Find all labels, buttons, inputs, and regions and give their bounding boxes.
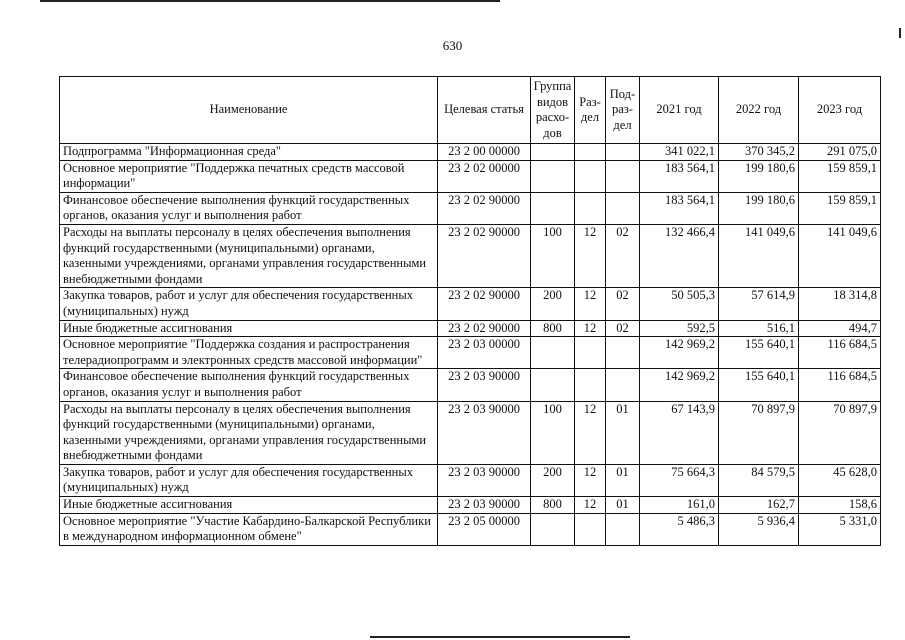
cell-2021: 161,0	[640, 497, 719, 514]
cell-2022: 70 897,9	[719, 401, 799, 464]
cell-target: 23 2 02 00000	[438, 160, 531, 192]
cell-target: 23 2 02 90000	[438, 320, 531, 337]
cell-section: 12	[575, 288, 606, 320]
cell-2021: 132 466,4	[640, 224, 719, 287]
cell-subsection: 01	[606, 464, 640, 496]
table-row	[60, 369, 881, 401]
cell-name: Подпрограмма "Информационная среда"	[60, 144, 438, 161]
cell-subsection	[606, 160, 640, 192]
cell-name: Финансовое обеспечение выполнения функций государственных органов, оказания услуг и выполнения работ	[60, 369, 438, 401]
header-section: Раз-дел	[575, 77, 606, 144]
cell-section	[575, 369, 606, 401]
table-row	[60, 224, 881, 287]
cell-group	[531, 144, 575, 161]
cell-group	[531, 513, 575, 545]
cell-2022: 155 640,1	[719, 337, 799, 369]
cell-subsection: 01	[606, 497, 640, 514]
cell-group	[531, 337, 575, 369]
cell-2023: 159 859,1	[799, 192, 881, 224]
cell-2022: 155 640,1	[719, 369, 799, 401]
header-group: Группа видов расхо-дов	[531, 77, 575, 144]
scan-artifact-bottom	[370, 636, 630, 638]
cell-subsection: 02	[606, 224, 640, 287]
cell-2021: 50 505,3	[640, 288, 719, 320]
cell-name: Расходы на выплаты персоналу в целях обеспечения выполнения функций государственными (муниципальными) органами, казенными учреждениями, органами управления государственными внебюджетными фондами	[60, 401, 438, 464]
cell-2023: 18 314,8	[799, 288, 881, 320]
cell-section	[575, 144, 606, 161]
table-row	[60, 160, 881, 192]
cell-section	[575, 192, 606, 224]
cell-2021: 592,5	[640, 320, 719, 337]
cell-section: 12	[575, 497, 606, 514]
cell-subsection: 02	[606, 320, 640, 337]
scan-artifact-right	[899, 28, 901, 38]
cell-2022: 141 049,6	[719, 224, 799, 287]
cell-target: 23 2 02 90000	[438, 288, 531, 320]
cell-subsection: 02	[606, 288, 640, 320]
budget-table	[59, 76, 881, 546]
table-row	[60, 320, 881, 337]
cell-section: 12	[575, 464, 606, 496]
cell-2022: 199 180,6	[719, 192, 799, 224]
cell-2023: 70 897,9	[799, 401, 881, 464]
cell-2023: 116 684,5	[799, 337, 881, 369]
cell-2022: 199 180,6	[719, 160, 799, 192]
scan-artifact-top	[40, 0, 500, 2]
cell-target: 23 2 00 00000	[438, 144, 531, 161]
cell-target: 23 2 02 90000	[438, 224, 531, 287]
cell-section	[575, 337, 606, 369]
cell-2021: 67 143,9	[640, 401, 719, 464]
cell-2023: 291 075,0	[799, 144, 881, 161]
cell-group: 800	[531, 497, 575, 514]
cell-group	[531, 192, 575, 224]
cell-section: 12	[575, 401, 606, 464]
table-row	[60, 192, 881, 224]
cell-2021: 75 664,3	[640, 464, 719, 496]
cell-name: Иные бюджетные ассигнования	[60, 497, 438, 514]
cell-group: 200	[531, 288, 575, 320]
cell-name: Основное мероприятие "Поддержка печатных средств массовой информации"	[60, 160, 438, 192]
cell-group: 200	[531, 464, 575, 496]
header-2023: 2023 год	[799, 77, 881, 144]
header-name: Наименование	[60, 77, 438, 144]
cell-name: Закупка товаров, работ и услуг для обеспечения государственных (муниципальных) нужд	[60, 288, 438, 320]
cell-2021: 142 969,2	[640, 337, 719, 369]
cell-target: 23 2 02 90000	[438, 192, 531, 224]
cell-2022: 5 936,4	[719, 513, 799, 545]
cell-section: 12	[575, 224, 606, 287]
header-2021: 2021 год	[640, 77, 719, 144]
cell-section: 12	[575, 320, 606, 337]
cell-2023: 45 628,0	[799, 464, 881, 496]
table-row	[60, 401, 881, 464]
cell-2021: 183 564,1	[640, 160, 719, 192]
cell-2023: 116 684,5	[799, 369, 881, 401]
cell-2022: 516,1	[719, 320, 799, 337]
cell-group	[531, 160, 575, 192]
cell-subsection	[606, 144, 640, 161]
cell-name: Иные бюджетные ассигнования	[60, 320, 438, 337]
cell-group: 100	[531, 224, 575, 287]
cell-2023: 494,7	[799, 320, 881, 337]
cell-group	[531, 369, 575, 401]
cell-group: 800	[531, 320, 575, 337]
cell-2022: 84 579,5	[719, 464, 799, 496]
cell-2022: 162,7	[719, 497, 799, 514]
header-target: Целевая статья	[438, 77, 531, 144]
header-subsection: Под-раз-дел	[606, 77, 640, 144]
cell-group: 100	[531, 401, 575, 464]
cell-section	[575, 513, 606, 545]
page-number: 630	[442, 38, 463, 53]
cell-2023: 141 049,6	[799, 224, 881, 287]
cell-subsection	[606, 337, 640, 369]
cell-name: Финансовое обеспечение выполнения функций государственных органов, оказания услуг и выполнения работ	[60, 192, 438, 224]
header-2022: 2022 год	[719, 77, 799, 144]
cell-target: 23 2 03 90000	[438, 464, 531, 496]
cell-2022: 370 345,2	[719, 144, 799, 161]
cell-2021: 183 564,1	[640, 192, 719, 224]
cell-subsection	[606, 369, 640, 401]
table-row	[60, 144, 881, 161]
cell-target: 23 2 03 00000	[438, 337, 531, 369]
cell-2021: 341 022,1	[640, 144, 719, 161]
cell-target: 23 2 05 00000	[438, 513, 531, 545]
cell-name: Расходы на выплаты персоналу в целях обеспечения выполнения функций государственными (муниципальными) органами, казенными учреждениями, органами управления государственными внебюджетными фондами	[60, 224, 438, 287]
cell-2021: 142 969,2	[640, 369, 719, 401]
cell-2022: 57 614,9	[719, 288, 799, 320]
header-row	[60, 77, 881, 144]
cell-subsection	[606, 192, 640, 224]
cell-subsection: 01	[606, 401, 640, 464]
cell-name: Основное мероприятие "Участие Кабардино-Балкарской Республики в международном информационном обмене"	[60, 513, 438, 545]
cell-name: Основное мероприятие "Поддержка создания и распространения телерадиопрограмм и электронных средств массовой информации"	[60, 337, 438, 369]
table-row	[60, 464, 881, 496]
cell-target: 23 2 03 90000	[438, 401, 531, 464]
cell-name: Закупка товаров, работ и услуг для обеспечения государственных (муниципальных) нужд	[60, 464, 438, 496]
cell-subsection	[606, 513, 640, 545]
table-row	[60, 288, 881, 320]
table-row	[60, 497, 881, 514]
cell-2021: 5 486,3	[640, 513, 719, 545]
cell-target: 23 2 03 90000	[438, 497, 531, 514]
cell-2023: 5 331,0	[799, 513, 881, 545]
cell-section	[575, 160, 606, 192]
cell-2023: 159 859,1	[799, 160, 881, 192]
cell-2023: 158,6	[799, 497, 881, 514]
table-row	[60, 513, 881, 545]
table-row	[60, 337, 881, 369]
cell-target: 23 2 03 90000	[438, 369, 531, 401]
